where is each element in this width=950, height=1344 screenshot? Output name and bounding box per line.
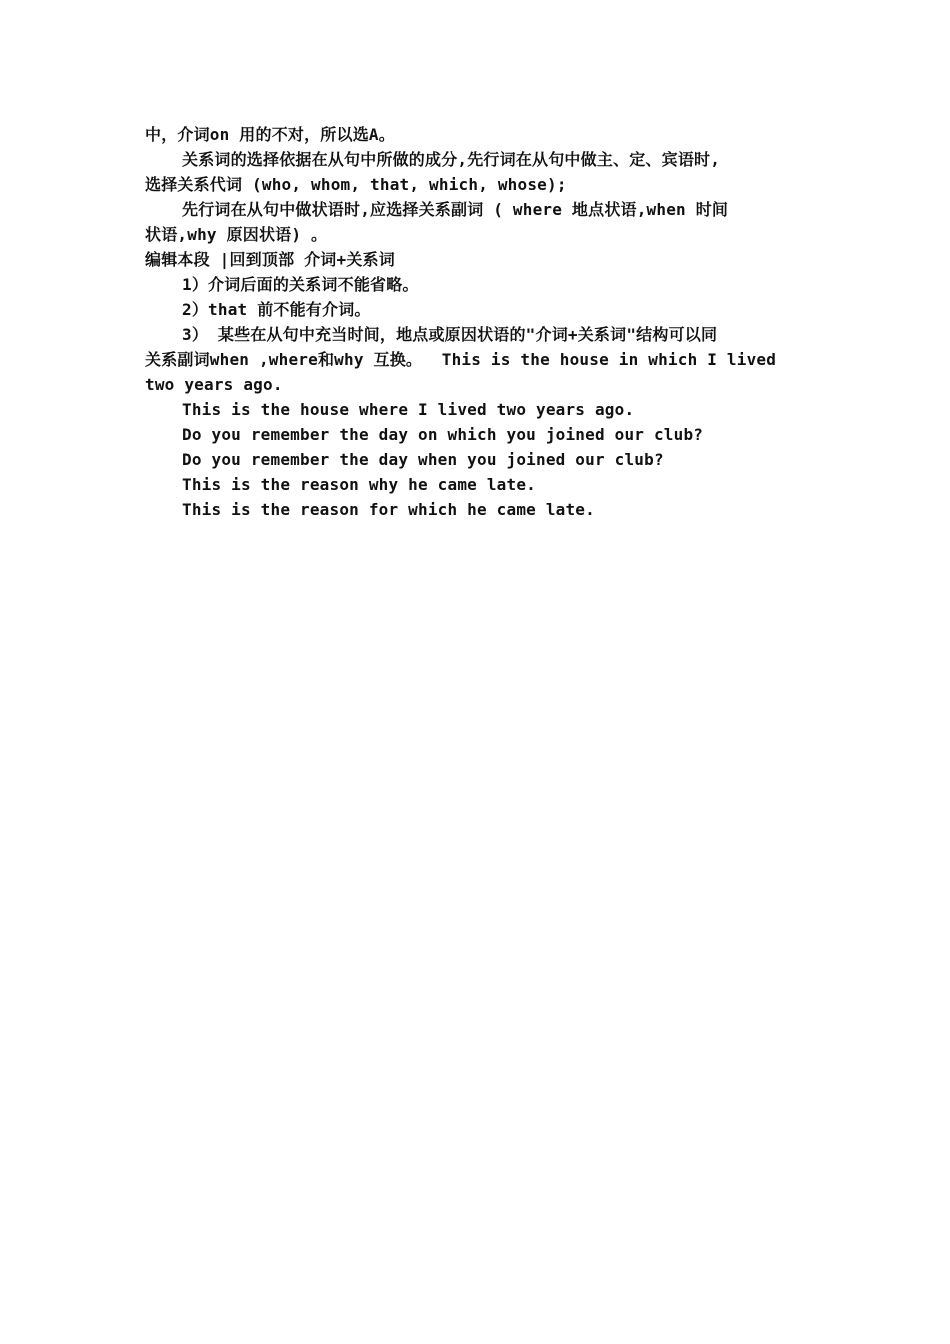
paragraph-line: two years ago.	[145, 375, 283, 394]
paragraph-line: 选择关系代词 (who, whom, that, which, whose);	[145, 175, 567, 194]
list-item: 2）that 前不能有介词。	[182, 300, 371, 319]
example-sentence: Do you remember the day when you joined our club?	[182, 450, 664, 469]
paragraph-line: 中，介词on 用的不对，所以选A。	[145, 125, 395, 144]
list-item: 1）介词后面的关系词不能省略。	[182, 275, 419, 294]
paragraph-line: 先行词在从句中做状语时,应选择关系副词 ( where 地点状语,when 时间	[182, 200, 729, 219]
section-heading: 编辑本段 |回到顶部 介词+关系词	[145, 250, 395, 269]
paragraph-line: 关系词的选择依据在从句中所做的成分,先行词在从句中做主、定、宾语时,	[182, 150, 721, 169]
paragraph-line: 状语,why 原因状语) 。	[145, 225, 328, 244]
example-sentence: Do you remember the day on which you joined our club?	[182, 425, 704, 444]
document-body	[145, 122, 810, 522]
example-sentence: This is the house where I lived two years ago.	[182, 400, 635, 419]
paragraph-line: 关系副词when ,where和why 互换。 This is the house in which I lived	[145, 350, 777, 369]
example-sentence: This is the reason why he came late.	[182, 475, 536, 494]
list-item: 3） 某些在从句中充当时间，地点或原因状语的"介词+关系词"结构可以同	[182, 325, 718, 344]
example-sentence: This is the reason for which he came late.	[182, 500, 595, 519]
